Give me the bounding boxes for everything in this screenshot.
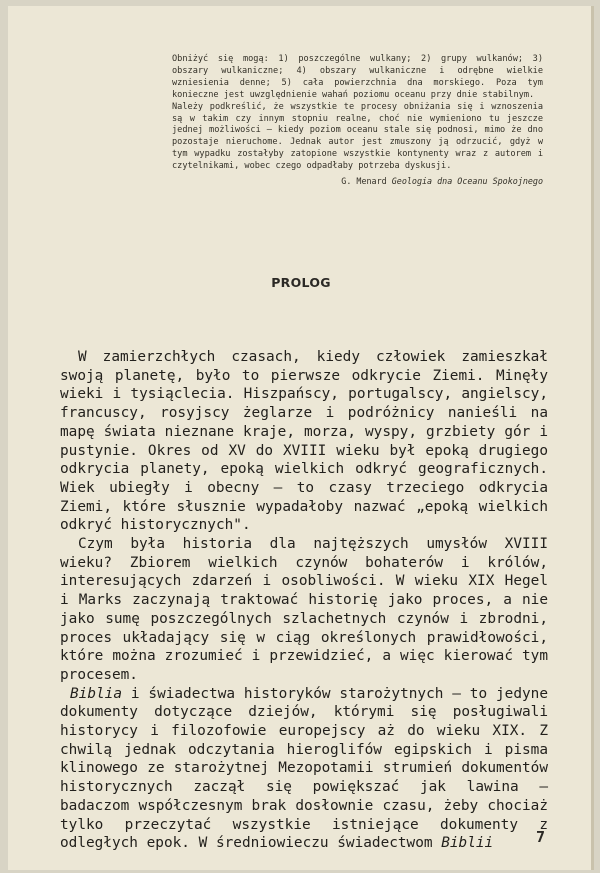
epigraph-attribution: [172, 176, 543, 188]
body-text: [60, 348, 548, 853]
body-paragraph-2: Czym była historia dla najtęższych umysłów XVIII wieku? Zbiorem wielkich czynów bohaterów i królów, interesujących zdarzeń i osobliwości. W wieku XIX Hegel i Marks zaczynają traktować historię jako proces, a nie jako sumę poszczególnych szlachetnych czynów i zbrodni, proces układający się w ciąg określonych prawidłowości, które można zrozumieć i przewidzieć, a więc kierować tym procesem.: [60, 536, 548, 683]
body-paragraph-3-italic-end: Biblii: [441, 835, 494, 852]
epigraph-paragraph-1: Obniżyć się mogą: 1) poszczególne wulkany; 2) grupy wulkanów; 3) obszary wulkaniczne; 4) obszary wulkaniczne i odrębne wielkie wzniesienia denne; 5) cała powierzchnia dna morskiego. Poza tym konieczne jest uwzględnienie wahań poziomu oceanu przy dnie stabilnym.: [172, 54, 543, 100]
page-number: 7: [536, 828, 546, 846]
body-paragraph-1: W zamierzchłych czasach, kiedy człowiek zamieszkał swoją planetę, było to pierwsze odkrycie Ziemi. Minęły wieki i tysiąclecia. Hiszpańscy, portugalscy, angielscy, francuscy, rosyjscy żeglarze i podróżnicy nanieśli na mapę świata nieznane kraje, morza, wyspy, grzbiety gór i pustynie. Okres od XV do XVIII wieku był epoką drugiego odkrycia planety, epoką wielkich odkryć geograficznych. Wiek ubiegły i obecny — to czasy trzeciego odkrycia Ziemi, które słusznie wypadałoby nazwać „epoką wielkich odkryć historycznych".: [60, 349, 548, 534]
body-paragraph-3-text: i świadectwa historyków starożytnych — to jedyne dokumenty dotyczące dziejów, którymi się posługiwali historycy i filozofowie europejscy aż do wieku XIX. Z chwilą jednak odczytania hieroglifów egipskich i pisma klinowego ze starożytnej Mezopotamii strumień dokumentów historycznych zaczął się powiększać jak lawina — badaczom współczesnym brak dosłownie czasu, żeby chociaż tylko przeczytać wszystkie istniejące dokumenty z odległych epok. W średniowieczu świadectwom: [60, 685, 548, 852]
body-paragraph-3: [60, 685, 548, 853]
epigraph-paragraph-2: Należy podkreślić, że wszystkie te procesy obniżania się i wznoszenia są w takim czy innym stopniu realne, choć nie wymieniono tu jeszcze jednej możliwości — kiedy poziom oceanu stale się podnosi, mimo że dno pozostaje nieruchome. Jednak autor jest zmuszony ją odrzucić, gdyż w tym wypadku zostałyby zatopione wszystkie kontynenty wraz z autorem i czytelnikami, wobec czego odpadłaby potrzeba dyskusji.: [172, 101, 543, 172]
chapter-heading: PROLOG: [271, 275, 331, 290]
epigraph-author: G. Menard: [341, 176, 387, 187]
body-paragraph-3-italic-start: Biblia: [70, 685, 122, 702]
book-page: [8, 6, 594, 870]
epigraph-work-title: Geologia dna Oceanu Spokojnego: [391, 176, 543, 187]
epigraph: [172, 54, 543, 188]
